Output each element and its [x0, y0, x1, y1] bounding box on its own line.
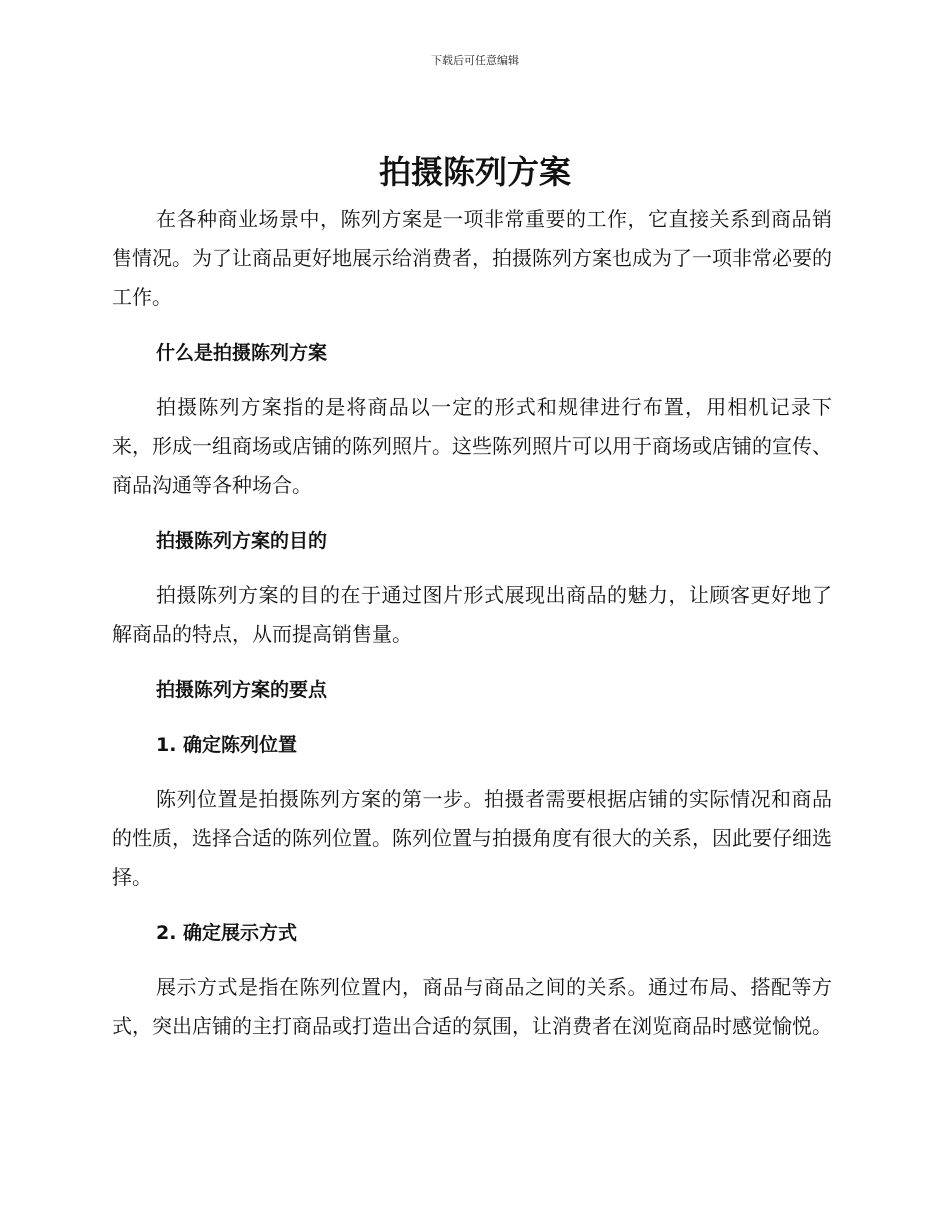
section-heading-key-points: 拍摄陈列方案的要点	[156, 679, 328, 701]
subsection-heading-position: 1. 确定陈列位置	[156, 734, 298, 756]
section-heading-purpose: 拍摄陈列方案的目的	[156, 530, 328, 552]
page-header-note: 下载后可任意编辑	[431, 54, 519, 67]
subsection-heading-display: 2. 确定展示方式	[156, 922, 298, 944]
subsection-body-display: 展示方式是指在陈列位置内，商品与商品之间的关系。通过布局、搭配等方式，突出店铺的主打商品或打造出合适的氛围，让消费者在浏览商品时感觉愉悦。	[112, 975, 832, 1038]
section-body-purpose: 拍摄陈列方案的目的在于通过图片形式展现出商品的魅力，让顾客更好地了解商品的特点，从而提高销售量。	[112, 583, 832, 646]
document-title: 拍摄陈列方案	[378, 153, 571, 191]
document-body	[112, 200, 832, 1046]
section-heading-definition: 什么是拍摄陈列方案	[156, 342, 328, 364]
section-body-definition: 拍摄陈列方案指的是将商品以一定的形式和规律进行布置，用相机记录下来，形成一组商场或店铺的陈列照片。这些陈列照片可以用于商场或店铺的宣传、商品沟通等各种场合。	[112, 395, 832, 497]
subsection-body-position: 陈列位置是拍摄陈列方案的第一步。拍摄者需要根据店铺的实际情况和商品的性质，选择合适的陈列位置。陈列位置与拍摄角度有很大的关系，因此要仔细选择。	[112, 787, 832, 889]
intro-paragraph: 在各种商业场景中，陈列方案是一项非常重要的工作，它直接关系到商品销售情况。为了让商品更好地展示给消费者，拍摄陈列方案也成为了一项非常必要的工作。	[112, 207, 832, 309]
